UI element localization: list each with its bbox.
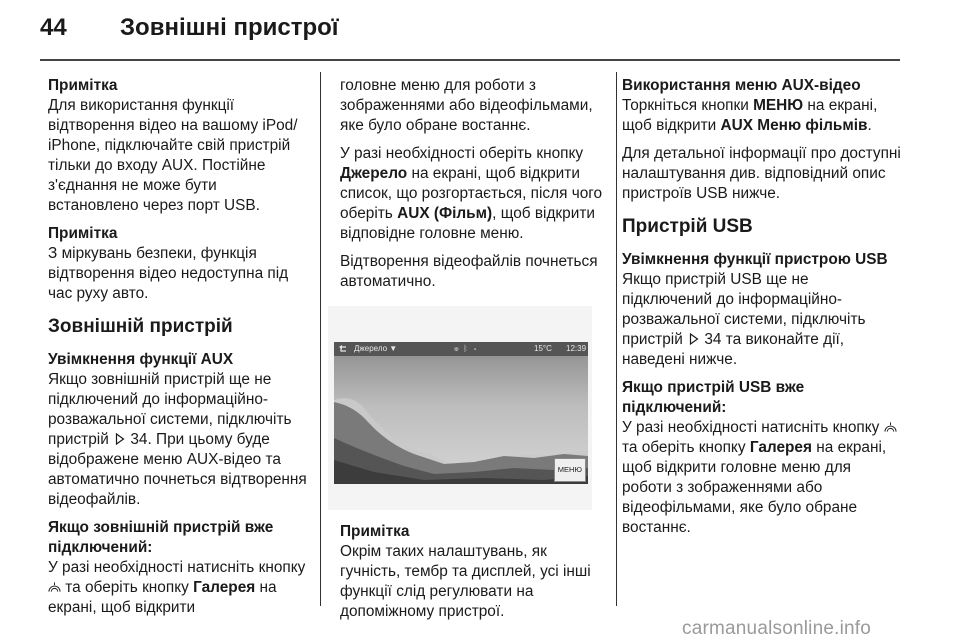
status-bar — [334, 342, 588, 356]
subheading-device-connected: Якщо зовнішній пристрій вже підключений: — [48, 519, 274, 556]
page-ref-arrow-icon — [113, 433, 126, 445]
page-ref-arrow-icon — [687, 333, 700, 345]
column-divider-2 — [616, 72, 617, 606]
column-divider-1 — [320, 72, 321, 606]
note-2-text: З міркувань безпеки, функція відтворення відео недоступна під час руху авто. — [48, 245, 289, 302]
column-1 — [48, 76, 310, 626]
column-2 — [340, 76, 604, 630]
subheading-aux-video-menu: Використання меню AUX-відео — [622, 77, 861, 94]
col2-para-1: головне меню для роботи з зображеннями або відеофільмами, яке було обране востаннє. — [340, 77, 593, 134]
col3-para-2: Для детальної інформації про доступні налаштування див. відповідний опис пристроїв USB нижче. — [622, 145, 901, 202]
source-label: Джерело — [340, 165, 408, 182]
col2-note-title: Примітка — [340, 523, 410, 540]
subheading-usb-connected: Якщо пристрій USB вже підключений: — [622, 379, 805, 416]
home-button-icon — [884, 421, 897, 433]
subheading-usb-enable: Увімкнення функції пристрою USB — [622, 251, 888, 268]
menu-label: МЕНЮ — [753, 97, 804, 114]
aux-film-label: AUX (Фільм) — [397, 205, 493, 222]
section-heading-external-device: Зовнішній пристрій — [48, 316, 233, 337]
page-ref-link[interactable]: 34 — [704, 331, 722, 348]
device-connected-text: У разі необхідності натисніть кнопку та оберіть кнопку Галерея на екрані, щоб відкрити — [48, 559, 306, 616]
site-watermark: carmanualsonline.info — [682, 618, 872, 639]
note-1-text: Для використання функції відтворення відео на вашому iPod/ iPhone, підключайте свій пристрій тільки до входу AUX. Постійне з'єднання не може бути встановлено через порт USB. — [48, 97, 298, 214]
clock-readout: 12:39 — [566, 344, 587, 353]
back-arrow-icon[interactable] — [338, 342, 348, 356]
page-header — [0, 0, 960, 60]
col2-para-2: У разі необхідності оберіть кнопку Джерело на екрані, щоб відкрити список, що розгортається, після чого оберіть AUX (Фільм), щоб відкрити відповідне головне меню. — [340, 145, 603, 242]
bluetooth-icon: ᛒ — [463, 344, 469, 353]
note-2-title: Примітка — [48, 225, 118, 242]
column-3 — [622, 76, 902, 546]
volume-icon: ◂ — [472, 344, 478, 353]
aux-film-menu-label: AUX Меню фільмів — [720, 117, 868, 134]
menu-button[interactable]: МЕНЮ — [554, 458, 586, 482]
infotainment-screenshot — [328, 306, 592, 510]
header-rule — [40, 59, 900, 61]
section-heading-usb-device: Пристрій USB — [622, 216, 753, 237]
video-screen — [334, 342, 588, 484]
source-dropdown[interactable]: Джерело ▼ — [354, 344, 398, 353]
video-frame-image — [334, 342, 588, 484]
subheading-aux-enable: Увімкнення функції AUX — [48, 351, 234, 368]
note-2 — [48, 224, 310, 304]
gallery-label: Галерея — [749, 439, 812, 456]
note-1 — [48, 76, 310, 216]
temperature-readout: 15°C — [534, 344, 552, 353]
col2-para-3: Відтворення відеофайлів почнеться автоматично. — [340, 253, 598, 290]
usb-connected-text: У разі необхідності натисніть кнопку та оберіть кнопку Галерея на екрані, щоб відкрити головне меню для роботи з зображеннями або відеофільмами, яке було обране востаннє. — [622, 418, 902, 538]
page-title: Зовнішні пристрої — [120, 14, 339, 41]
usb-enable-text: Якщо пристрій USB ще не підключений до інформаційно-розважальної системи, підключіть пристрій 34 та виконайте дії, наведені нижче. — [622, 271, 866, 368]
home-button-icon — [48, 581, 61, 593]
phone-icon: ☏ — [454, 344, 460, 353]
note-1-title: Примітка — [48, 77, 118, 94]
col3-para-1: Торкніться кнопки МЕНЮ на екрані, щоб відкрити AUX Меню фільмів. — [622, 97, 878, 134]
gallery-label: Галерея — [193, 579, 256, 596]
aux-enable-text: Якщо зовнішній пристрій ще не підключений до інформаційно-розважальної системи, підключіть пристрій 34. При цьому буде відображене меню AUX-відео та автоматично почнеться відтворення відеофайлів. — [48, 371, 307, 508]
col2-note-text: Окрім таких налаштувань, як гучність, тембр та дисплей, усі інші функції слід регулювати на допоміжному пристрої. — [340, 543, 591, 620]
col2-note — [340, 522, 604, 622]
page-number: 44 — [40, 14, 67, 41]
page-ref-link[interactable]: 34 — [130, 431, 148, 448]
status-icons — [454, 342, 478, 356]
